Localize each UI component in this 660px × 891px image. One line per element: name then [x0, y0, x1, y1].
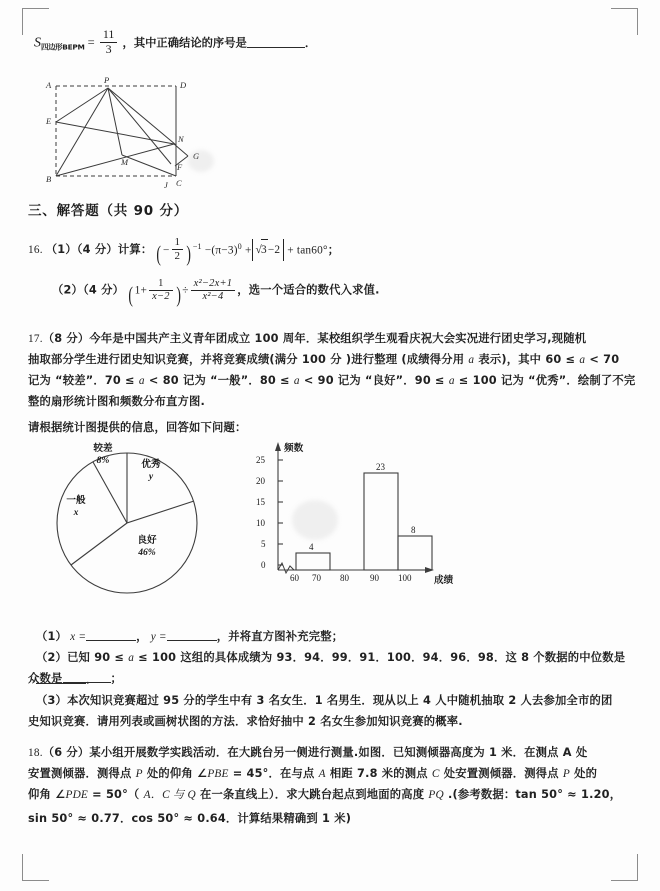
fraction-denominator: 2: [174, 250, 181, 263]
pie-divider-1: [127, 501, 194, 523]
label-F: F: [177, 162, 183, 172]
q18-line3: [28, 784, 640, 806]
pie-label-text: 良好: [137, 535, 157, 546]
label-C: C: [176, 178, 182, 188]
pie-label-value: 46%: [138, 546, 156, 558]
q17-instruction: 请根据统计图提供的信息，回答如下问题：: [28, 421, 247, 434]
pie-label-value: x: [73, 506, 79, 518]
left-paren-2: (: [128, 281, 134, 307]
q16-part1-tag: （1）（4 分）: [45, 242, 118, 256]
pie-divider-2: [71, 523, 127, 565]
pie-label-text: 优秀: [141, 459, 161, 470]
q16-left-one: 1+: [134, 284, 148, 297]
q18-text-2d: 相距 7.8 米的测点: [325, 767, 432, 780]
q18-text-2b: 处的仰角 ∠: [142, 767, 208, 780]
q18-text-2e: 处安置测倾器．测得点: [439, 767, 563, 780]
crop-mark-bottom-left: [22, 854, 49, 881]
fraction-quadratics: [191, 278, 236, 303]
label-D: D: [180, 80, 187, 90]
pie-slice-label-jiaocha: [81, 443, 125, 466]
q17-sub2-tag: （2）: [36, 651, 68, 664]
area-subscript: 四边形BEPM: [41, 42, 85, 52]
bar-label-4: 4: [309, 542, 314, 552]
q16-part2-tail: ，选一个适合的数代入求值.: [237, 283, 380, 297]
crop-mark-bottom-right: [611, 854, 638, 881]
absolute-value-group: √3−2: [252, 239, 285, 261]
abs-tail: −2: [267, 244, 281, 257]
q17-sub1-tail: ，并将直方图补充完整；: [216, 630, 344, 643]
pie-label-value: y: [148, 470, 154, 482]
q16-term2: −(π−3): [204, 244, 238, 257]
fraction-numerator: 1: [149, 278, 173, 291]
q17-sub2-line1: [36, 647, 636, 691]
fraction-denominator: x²−4: [202, 291, 224, 303]
point-P-2: P: [562, 768, 571, 780]
q18-number: 18.: [28, 747, 43, 759]
fraction-1-over-x-minus-2: [149, 278, 173, 303]
ytick-10: 10: [256, 518, 265, 528]
divide-sign: ÷: [182, 284, 189, 297]
q17-stem-text-3d: ≤ 100 记为 “优秀”．绘制了不完: [454, 374, 636, 387]
area-symbol: S: [34, 35, 41, 51]
q17-stem-text-2b: 表示)，其中 60 ≤: [474, 353, 580, 366]
pie-slice-label-yiban: [55, 495, 97, 518]
label-A: A: [46, 80, 52, 90]
xtick-70: 70: [312, 573, 321, 583]
label-G: G: [193, 151, 200, 161]
fraction-numerator: 1: [172, 236, 184, 250]
q17-sub3-text-1: 本次知识竞赛超过 95 分的学生中有 3 名女生．1 名男生．现从以上 4 人中随机抽取 2 人去参加全市的团: [67, 694, 613, 707]
label-J: J: [164, 180, 168, 190]
point-P: P: [135, 768, 143, 780]
pie-label-text: 一般: [66, 495, 86, 506]
pie-slice-label-lianghao: [123, 535, 171, 558]
variable-a-6: a: [128, 652, 135, 664]
q17-mode-lead: 众数是: [28, 672, 63, 685]
fraction-numerator: x²−2x+1: [191, 278, 236, 291]
q18-line2: [28, 763, 640, 785]
q18-text-2f: 处的: [570, 767, 598, 780]
xtick-90: 90: [370, 573, 379, 583]
section-heading: 三、解答题（共 90 分）: [28, 203, 189, 219]
q17-comma: ，: [136, 630, 148, 643]
x-axis-label: 成绩: [434, 575, 454, 586]
q17-sub3-line2: 史知识竞赛．请用列表或画树状图的方法．求恰好抽中 2 名女生参加知识竞赛的概率.: [28, 715, 463, 728]
q18-line4: sin 50° ≈ 0.77．cos 50° ≈ 0.64．计算结果精确到 1 米): [28, 812, 352, 825]
answer-blank-mode[interactable]: [63, 682, 111, 683]
q17-stem-text-2a: 抽取部分学生进行团史知识竞赛，并将竞赛成绩(满分 100 分 )进行整理 (成绩得分用: [28, 353, 469, 366]
q17-score: （8 分）: [42, 332, 90, 345]
q17-x-equals: x =: [70, 631, 87, 643]
q17-sub2-end: ；: [110, 672, 122, 685]
angle-PBE: PBE: [207, 768, 229, 780]
scan-smudge: [188, 150, 214, 172]
q18-text-3a: 仰角 ∠: [28, 788, 66, 801]
q18-text-3c: 在一条直线上）．求大跳台起点到地面的高度: [195, 788, 429, 801]
label-P: P: [104, 75, 110, 85]
q18-text-2c: = 45°．在与点: [228, 767, 319, 780]
ytick-5: 5: [261, 539, 266, 549]
top-area-expression: [34, 28, 316, 57]
q18-text-3b: = 50°（: [88, 788, 144, 801]
q17-stem-text-3a: 记为 “较差”．70 ≤: [28, 374, 139, 387]
q17-sub2-line2: [28, 668, 122, 690]
q16-trig-term: + tan60°: [287, 244, 328, 257]
q17-sub3-line1: [36, 690, 636, 712]
q18-line1: [28, 742, 636, 764]
ytick-25: 25: [256, 455, 265, 465]
xtick-80: 80: [340, 573, 349, 583]
neg-sign: −: [162, 244, 170, 257]
q16-part2: [52, 278, 380, 305]
answer-blank-y[interactable]: [167, 640, 217, 641]
xtick-100: 100: [398, 573, 412, 583]
answer-blank-top[interactable]: [247, 47, 305, 48]
q17-sub1-tag: （1）: [36, 630, 68, 643]
label-E: E: [46, 116, 52, 126]
right-paren-2: ): [176, 281, 181, 307]
variable-a-4: a: [293, 375, 300, 387]
crop-mark-top-right: [611, 8, 638, 35]
q17-sub2-mid: ．: [86, 673, 98, 686]
geometry-figure-svg: [36, 72, 216, 190]
q17-stem-text-3c: < 90 记为 “良好”．90 ≤: [299, 374, 449, 387]
q18-text-1: 某小组开展数学实践活动．在大跳台另一侧进行测量.如图．已知测倾器高度为 1 米．在测点 A 处: [89, 746, 588, 759]
segment-PQ: PQ: [428, 789, 444, 801]
point-A: A: [318, 768, 326, 780]
q17-stem-line3: [28, 370, 636, 392]
variable-a-3: a: [138, 375, 145, 387]
answer-blank-x[interactable]: [86, 640, 136, 641]
q17-sub1: [36, 626, 343, 648]
q17-stem-line2: [28, 349, 636, 371]
exponent-zero: 0: [237, 242, 242, 251]
right-paren: ): [186, 241, 192, 267]
bar-chart-svg: [248, 432, 463, 604]
pie-slice-label-youxiu: [131, 459, 171, 482]
radicand-3: 3: [261, 239, 268, 261]
bar-label-8: 8: [411, 525, 416, 535]
q16-plus: +: [244, 244, 252, 257]
variable-a: a: [468, 354, 475, 366]
q16-number: 16.: [28, 243, 43, 256]
q16-part1-end: ；: [327, 243, 340, 257]
q17-stem-line1: [28, 328, 636, 350]
q17-number: 17.: [28, 333, 43, 345]
q17-stem-text-3b: < 80 记为 “一般”．80 ≤: [144, 374, 294, 387]
bar-chart: [248, 432, 463, 604]
q18-text-2a: 安置测倾器．测得点: [28, 767, 136, 780]
q16-part1-verb: 计算：: [117, 242, 153, 256]
q17-stem-text-2c: < 70: [585, 353, 620, 366]
pie-label-text: 较差: [93, 443, 113, 454]
y-axis-label: 频数: [284, 443, 304, 454]
pie-label-value: 8%: [96, 454, 110, 466]
left-paren: (: [156, 241, 162, 267]
top-fragment-tail: ，其中正确结论的序号是: [122, 36, 247, 50]
q17-sub2-lead2: ≤ 100 这组的具体成绩为 93．94．99．91．100．94．96．98．这 8 个数据的中位数是: [134, 651, 626, 664]
xtick-60: 60: [290, 573, 299, 583]
fraction-denominator: 3: [105, 41, 112, 56]
top-fragment-period: ．: [304, 36, 317, 50]
fraction-denominator: x−2: [152, 291, 170, 303]
q17-sub2-lead: 已知 90 ≤: [67, 651, 129, 664]
variable-a-2: a: [579, 354, 586, 366]
label-B: B: [46, 174, 52, 184]
ytick-0: 0: [261, 560, 266, 570]
q16-part1: [28, 236, 340, 267]
label-N: N: [178, 134, 184, 144]
q18-score: （6 分）: [42, 746, 90, 759]
label-M: M: [121, 157, 129, 167]
scan-smudge-2: [292, 500, 338, 540]
bar-label-23: 23: [376, 462, 385, 472]
pie-divider-3: [93, 462, 127, 523]
ytick-15: 15: [256, 497, 265, 507]
ytick-20: 20: [256, 476, 265, 486]
q17-y-equals: y =: [150, 631, 167, 643]
points-A-C-Q: A．C 与 Q: [143, 789, 196, 801]
fraction-11-3: [100, 28, 118, 57]
fraction-1-2: [172, 236, 184, 263]
point-C: C: [431, 768, 440, 780]
q18-text-3d: .(参考数据：tan 50° ≈ 1.20，: [443, 788, 622, 801]
fraction-numerator: 11: [100, 28, 118, 43]
q17-stem-line4: 整的扇形统计图和频数分布直方图.: [28, 395, 205, 408]
geometry-figure: [36, 72, 216, 190]
equals-sign: =: [87, 35, 95, 50]
variable-a-5: a: [448, 375, 455, 387]
q17-sub3-tag: （3）: [36, 694, 68, 707]
q17-stem-text-1: 今年是中国共产主义青年团成立 100 周年．某校组织学生观看庆祝大会实况进行团史学习,现随机: [89, 332, 587, 345]
q16-part2-tag: （2）（4 分）: [52, 283, 125, 297]
angle-PDE: PDE: [65, 789, 89, 801]
exponent-neg-one: −1: [192, 242, 202, 251]
pie-chart: [45, 443, 220, 603]
